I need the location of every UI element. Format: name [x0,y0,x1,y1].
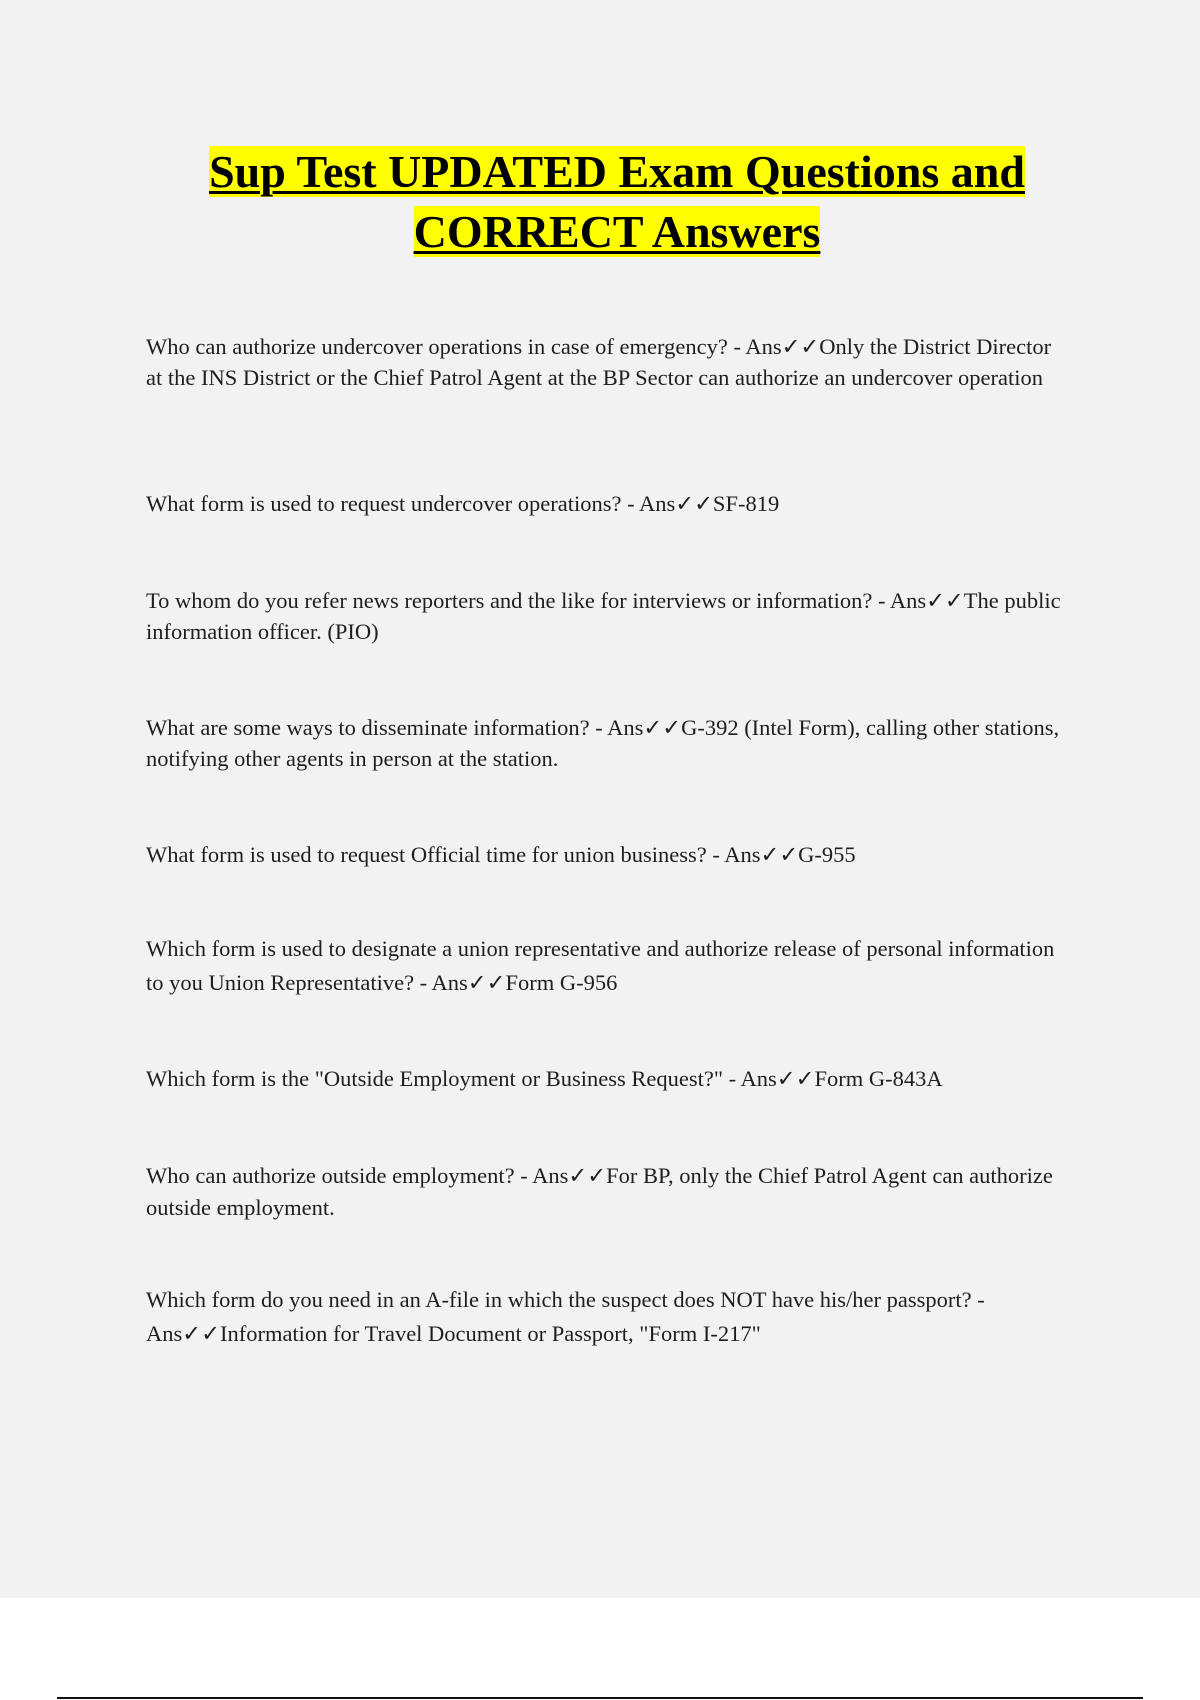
footer-rule [57,1697,1143,1699]
qa-item-9: Which form do you need in an A-file in which the suspect does NOT have his/her passport? - Ans✓✓Information for Travel Document or Passport, "Form I-217" [146,1287,985,1346]
qa-item-6: Which form is used to designate a union representative and authorize release of personal information to you Union Representative? - Ans✓✓Form G-956 [146,936,1055,995]
qa-item-3: To whom do you refer news reporters and the like for interviews or information? - Ans✓✓The public information officer. (PIO) [146,588,1061,644]
document-title: Sup Test UPDATED Exam Questions and CORRECT Answers [209,146,1025,257]
qa-item-7: Which form is the "Outside Employment or Business Request?" - Ans✓✓Form G-843A [146,1066,943,1091]
qa-item-2: What form is used to request undercover operations? - Ans✓✓SF-819 [146,491,780,516]
qa-item-5: What form is used to request Official time for union business? - Ans✓✓G-955 [146,842,856,867]
qa-item-4: What are some ways to disseminate information? - Ans✓✓G-392 (Intel Form), calling other stations, notifying other agents in person at the station. [146,715,1060,771]
qa-item-1: Who can authorize undercover operations in case of emergency? - Ans✓✓Only the District Director at the INS District or the Chief Patrol Agent at the BP Sector can authorize an undercover operation [146,334,1052,390]
title-block [120,142,1114,262]
qa-item-8: Who can authorize outside employment? - Ans✓✓For BP, only the Chief Patrol Agent can authorize outside employment. [146,1163,1053,1220]
